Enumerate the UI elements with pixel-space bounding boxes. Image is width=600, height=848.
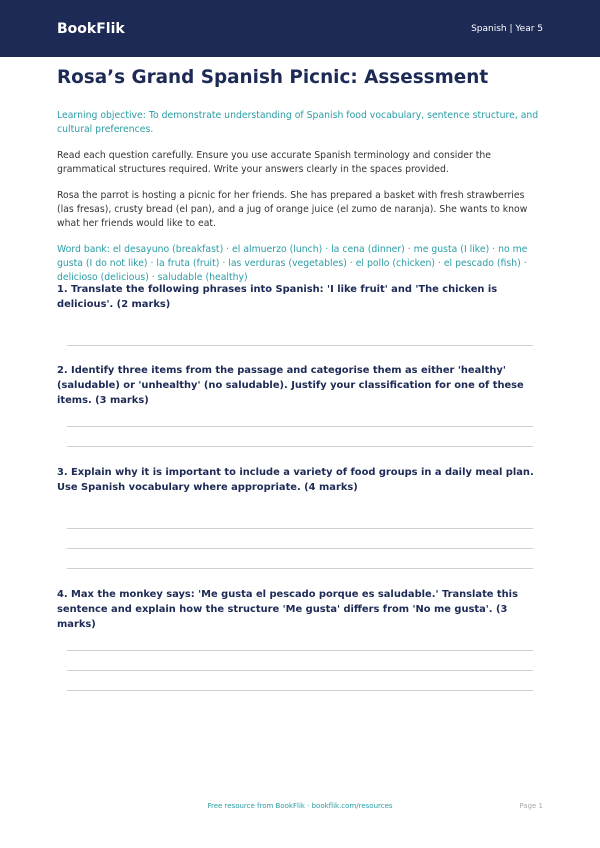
question-text: 1. Translate the following phrases into Spanish: 'I like fruit' and 'The chicken is delicious'. (2 marks) bbox=[57, 284, 498, 310]
answer-line[interactable] bbox=[67, 528, 533, 529]
subject-year-label: Spanish | Year 5 bbox=[471, 23, 543, 34]
story-passage: Rosa the parrot is hosting a picnic for her friends. She has prepared a basket with fresh strawberries (las fresas), crusty bread (el pan), and a jug of orange juice (el zumo de naranja). She wants to know what her friends would like to eat. bbox=[57, 190, 528, 229]
instructions: Read each question carefully. Ensure you use accurate Spanish terminology and consider the grammatical structures required. Write your answers clearly in the spaces provided. bbox=[57, 150, 492, 175]
word-bank: Word bank: el desayuno (breakfast) · el almuerzo (lunch) · la cena (dinner) · me gusta (I like) · no me gusta (I do not like) · la fruta (fruit) · las verduras (vegetables) · el pollo (chicken) · el pescado (fish) · delicioso (delicious) · saludable (healthy) bbox=[57, 244, 528, 283]
question-3 bbox=[57, 465, 543, 495]
question-text: 2. Identify three items from the passage and categorise them as either 'healthy' (saludable) or 'unhealthy' (no saludable). Justify your classification for one of these items. (3 marks) bbox=[57, 365, 524, 406]
answer-line[interactable] bbox=[67, 426, 533, 427]
answer-line[interactable] bbox=[67, 345, 533, 346]
page-title: Rosa’s Grand Spanish Picnic: Assessment bbox=[57, 67, 489, 88]
answer-line[interactable] bbox=[67, 690, 533, 691]
question-text: 3. Explain why it is important to include a variety of food groups in a daily meal plan. Use Spanish vocabulary where appropriate. (4 marks) bbox=[57, 467, 534, 493]
answer-line[interactable] bbox=[67, 548, 533, 549]
question-4 bbox=[57, 587, 543, 632]
brand-logo: BookFlik bbox=[57, 20, 125, 37]
page-number: Page 1 bbox=[519, 802, 543, 810]
footer-resource-link[interactable]: Free resource from BookFlik · bookflik.com/resources bbox=[207, 802, 393, 810]
answer-line[interactable] bbox=[67, 568, 533, 569]
question-1 bbox=[57, 282, 543, 312]
answer-line[interactable] bbox=[67, 446, 533, 447]
answer-line[interactable] bbox=[67, 670, 533, 671]
learning-objective: Learning objective: To demonstrate understanding of Spanish food vocabulary, sentence structure, and cultural preferences. bbox=[57, 110, 539, 135]
answer-line[interactable] bbox=[67, 650, 533, 651]
intro-section bbox=[57, 63, 543, 285]
question-2 bbox=[57, 363, 543, 408]
header-bar bbox=[0, 0, 600, 57]
question-text: 4. Max the monkey says: 'Me gusta el pescado porque es saludable.' Translate this sentence and explain how the structure 'Me gusta' differs from 'No me gusta'. (3 marks) bbox=[57, 589, 518, 630]
